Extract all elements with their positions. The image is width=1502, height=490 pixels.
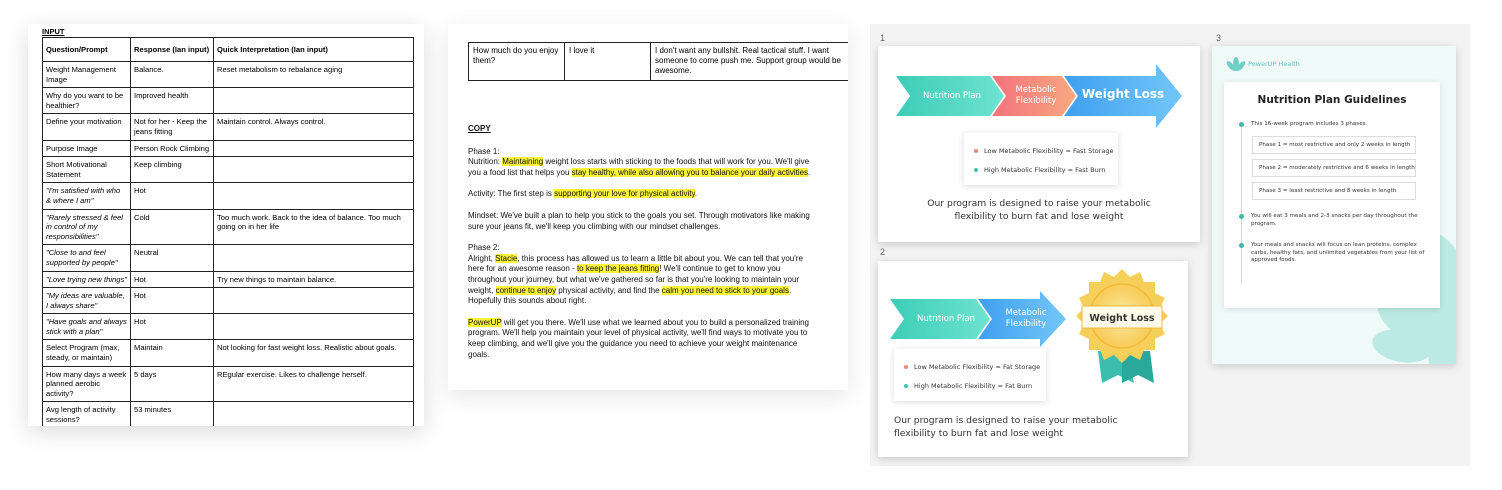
legend-label: Low Metabolic Flexibility = Fast Storage <box>984 147 1114 155</box>
table-cell: Avg length of activity sessions? <box>43 402 131 426</box>
table-cell: Short Motivational Statement <box>43 157 131 183</box>
table-header-row <box>43 38 414 62</box>
highlighted-text: stay healthy, while also allowing you to balance your daily activities <box>571 167 809 177</box>
legend-item <box>904 363 1040 371</box>
table-cell: Improved health <box>131 88 214 114</box>
highlighted-text: continue to enjoy <box>495 285 557 295</box>
slide-3[interactable] <box>1212 46 1456 364</box>
table-row <box>43 288 414 314</box>
table-cell: Hot <box>131 314 214 340</box>
table-cell <box>214 140 414 157</box>
table-cell: REgular exercise. Likes to challenge herself. <box>214 366 414 402</box>
table-cell: How many days a week planned aerobic activity? <box>43 366 131 402</box>
logo-leaf-icon <box>1225 57 1247 72</box>
table-row <box>43 209 414 245</box>
teal-dot-icon <box>974 168 978 172</box>
table-cell <box>214 157 414 183</box>
guidelines-title: Nutrition Plan Guidelines <box>1257 94 1407 106</box>
text-run: . <box>808 167 811 177</box>
slide-description: Our program is designed to raise your metabolic flexibility to burn fat and lose weight <box>894 415 1118 439</box>
table-cell <box>214 183 414 209</box>
table-cell: Not for her - Keep the jeans fitting <box>131 114 214 140</box>
slide-number: 2 <box>880 247 886 257</box>
input-document-page <box>28 24 424 426</box>
slide-2[interactable] <box>878 261 1188 457</box>
table-row <box>43 88 414 114</box>
text-run: . <box>694 189 698 199</box>
phase1-paragraph <box>468 147 813 179</box>
copy-body <box>468 124 813 371</box>
text-run: physical activity, and find the <box>556 285 662 295</box>
table-cell: Reset metabolism to rebalance aging <box>214 62 414 88</box>
legend-item <box>904 382 1032 390</box>
slide-description: Our program is designed to raise your metabolic flexibility to burn fat and lose weight <box>927 198 1151 222</box>
arrow-label: Weight Loss <box>1081 87 1165 101</box>
phase-box: Phase 1 = most restrictive and only 2 weeks in length <box>1252 136 1416 154</box>
table-cell: Too much work. Back to the idea of balance. Too much going on in her life <box>214 209 414 245</box>
table-cell <box>214 88 414 114</box>
table-cell: Weight Management Image <box>43 62 131 88</box>
highlighted-text: calm you need to stick to your goals <box>661 285 789 295</box>
text-run: weight loss starts with sticking to the foods that will work for you. We'll give you a food list that helps you <box>468 157 810 177</box>
table-cell: 5 days <box>131 366 214 402</box>
table-cell: I love it <box>565 43 651 81</box>
table-cell: Define your motivation <box>43 114 131 140</box>
table-cell: I don't want any bullshit. Real tactical stuff. I want someone to come push me. Support group would be awesome. <box>651 43 849 81</box>
table-row <box>43 340 414 366</box>
input-table <box>42 37 414 426</box>
table-cell: Try new things to maintain balance. <box>214 271 414 288</box>
bullet-icon <box>1239 122 1244 127</box>
text-run: , this process has allowed us to learn a little bit about you. We can tell that you're here for an awesome reason - <box>468 253 803 274</box>
phase2-paragraph <box>468 243 813 307</box>
enjoyment-table <box>468 42 848 81</box>
text-run: Alright, <box>468 253 496 263</box>
table-row <box>43 140 414 157</box>
table-cell: Cold <box>131 209 214 245</box>
activity-paragraph <box>468 189 813 200</box>
table-row <box>43 183 414 209</box>
table-cell <box>214 245 414 271</box>
arrow-label: Metabolic Flexibility <box>1015 85 1057 106</box>
slide-number: 3 <box>1216 33 1222 43</box>
table-cell: "Rarely stressed & feel in control of my responsibilities" <box>43 209 131 245</box>
highlighted-text: to keep the jeans fitting <box>576 264 660 274</box>
table-cell: Neutral <box>131 245 214 271</box>
column-header: Question/Prompt <box>43 38 131 62</box>
guideline-text: You will eat 3 meals and 2-3 snacks per day throughout the program. <box>1251 213 1418 227</box>
table-cell: Hot <box>131 288 214 314</box>
phase-box: Phase 2 = moderately restrictive and 6 weeks in length <box>1252 159 1416 177</box>
table-cell <box>214 288 414 314</box>
mindset-paragraph: Mindset: We've built a plan to help you stick to the goals you set. Through motivators like making sure your jeans fit, we'll keep you climbing with our mindset challenges. <box>468 210 810 231</box>
table-cell: Hot <box>131 183 214 209</box>
red-dot-icon <box>974 149 978 153</box>
table-cell: Keep climbing <box>131 157 214 183</box>
table-cell: Hot <box>131 271 214 288</box>
highlighted-text: PowerUP <box>468 317 502 327</box>
table-row <box>43 402 414 426</box>
slide-1[interactable] <box>878 46 1200 242</box>
table-row <box>43 366 414 402</box>
red-dot-icon <box>904 365 908 369</box>
table-row <box>43 114 414 140</box>
slide-number: 1 <box>880 33 886 43</box>
table-row <box>469 43 849 81</box>
guidelines-card <box>1224 82 1440 308</box>
powerup-paragraph <box>468 318 813 360</box>
text-run: will get you there. We'll use what we learned about you to build a personalized training program. We'll help you maintain your level of physical activity, we'll find ways to motivate you to keep climbing, and we'll give you the guidance you need to achieve your weight maintenance goals. <box>468 317 809 359</box>
copy-document-page <box>448 24 848 390</box>
legend <box>894 349 1046 401</box>
legend-item <box>974 147 1114 155</box>
text-run: . Hopefully this sounds about right. <box>468 285 792 306</box>
arrow-label: Nutrition Plan <box>922 91 981 101</box>
table-cell: Why do you want to be healthier? <box>43 88 131 114</box>
table-cell: Person Rock Climbing <box>131 140 214 157</box>
table-row <box>43 62 414 88</box>
teal-dot-icon <box>904 384 908 388</box>
table-cell: Maintain <box>131 340 214 366</box>
table-cell: 53 minutes <box>131 402 214 426</box>
phase-label: Phase 1: <box>468 146 500 156</box>
column-header: Quick Interpretation (Ian input) <box>214 38 414 62</box>
timeline-line <box>1241 124 1242 284</box>
table-cell: Not looking for fast weight loss. Realistic about goals. <box>214 340 414 366</box>
table-row <box>43 271 414 288</box>
input-heading: INPUT <box>42 27 65 36</box>
badge-label: Weight Loss <box>1089 313 1155 324</box>
table-cell: How much do you enjoy them? <box>469 43 565 81</box>
table-row <box>43 157 414 183</box>
table-cell: Maintain control. Always control. <box>214 114 414 140</box>
guideline-text: This 16-week program includes 3 phases. <box>1251 121 1368 127</box>
highlighted-text: supporting your love for physical activity <box>554 189 695 199</box>
table-row <box>43 314 414 340</box>
table-cell: "Close to and feel supported by people" <box>43 245 131 271</box>
table-cell: Select Program (max, steady, or maintain) <box>43 340 131 366</box>
bullet-icon <box>1239 214 1244 219</box>
text-run: Nutrition: <box>468 157 503 167</box>
table-cell: "Love trying new things" <box>43 271 131 288</box>
column-header: Response (Ian input) <box>131 38 214 62</box>
highlighted-text: Stacie <box>495 253 518 263</box>
legend-label: High Metabolic Flexibility = Fat Burn <box>914 382 1033 390</box>
table-cell: "My ideas are valuable, I always share" <box>43 288 131 314</box>
highlighted-text: Maintaining <box>502 157 544 167</box>
arrow-label: Metabolic Flexibility <box>1005 308 1047 329</box>
table-cell <box>214 402 414 426</box>
phase-label: Phase 2: <box>468 243 500 253</box>
legend-item <box>974 166 1105 174</box>
legend-label: Low Metabolic Flexibility = Fat Storage <box>914 363 1041 371</box>
copy-title: COPY <box>468 124 491 133</box>
text-run: Activity: The first step is <box>468 189 555 199</box>
text-run: ! We'll continue to get to know you throughout your journey, but what we've gathered so far is that you're looking to maintain your weight, <box>468 264 800 295</box>
guideline-text: Your meals and snacks will focus on lean proteins, complex carbs, healthy fats, and unlimited vegetables from your list of approved foods. <box>1251 242 1425 264</box>
table-cell: Balance. <box>131 62 214 88</box>
arrow-label: Nutrition Plan <box>916 314 975 324</box>
table-cell: Purpose Image <box>43 140 131 157</box>
brand-name: PowerUP Health <box>1248 60 1300 68</box>
table-cell: "I'm satisfied with who & where I am" <box>43 183 131 209</box>
table-cell: "Have goals and always stick with a plan" <box>43 314 131 340</box>
table-cell <box>214 314 414 340</box>
phase-box: Phase 3 = least restrictive and 8 weeks in length <box>1252 182 1416 200</box>
legend-label: High Metabolic Flexibility = Fast Burn <box>984 166 1106 174</box>
bullet-icon <box>1239 243 1244 248</box>
legend <box>964 133 1118 185</box>
table-row <box>43 245 414 271</box>
